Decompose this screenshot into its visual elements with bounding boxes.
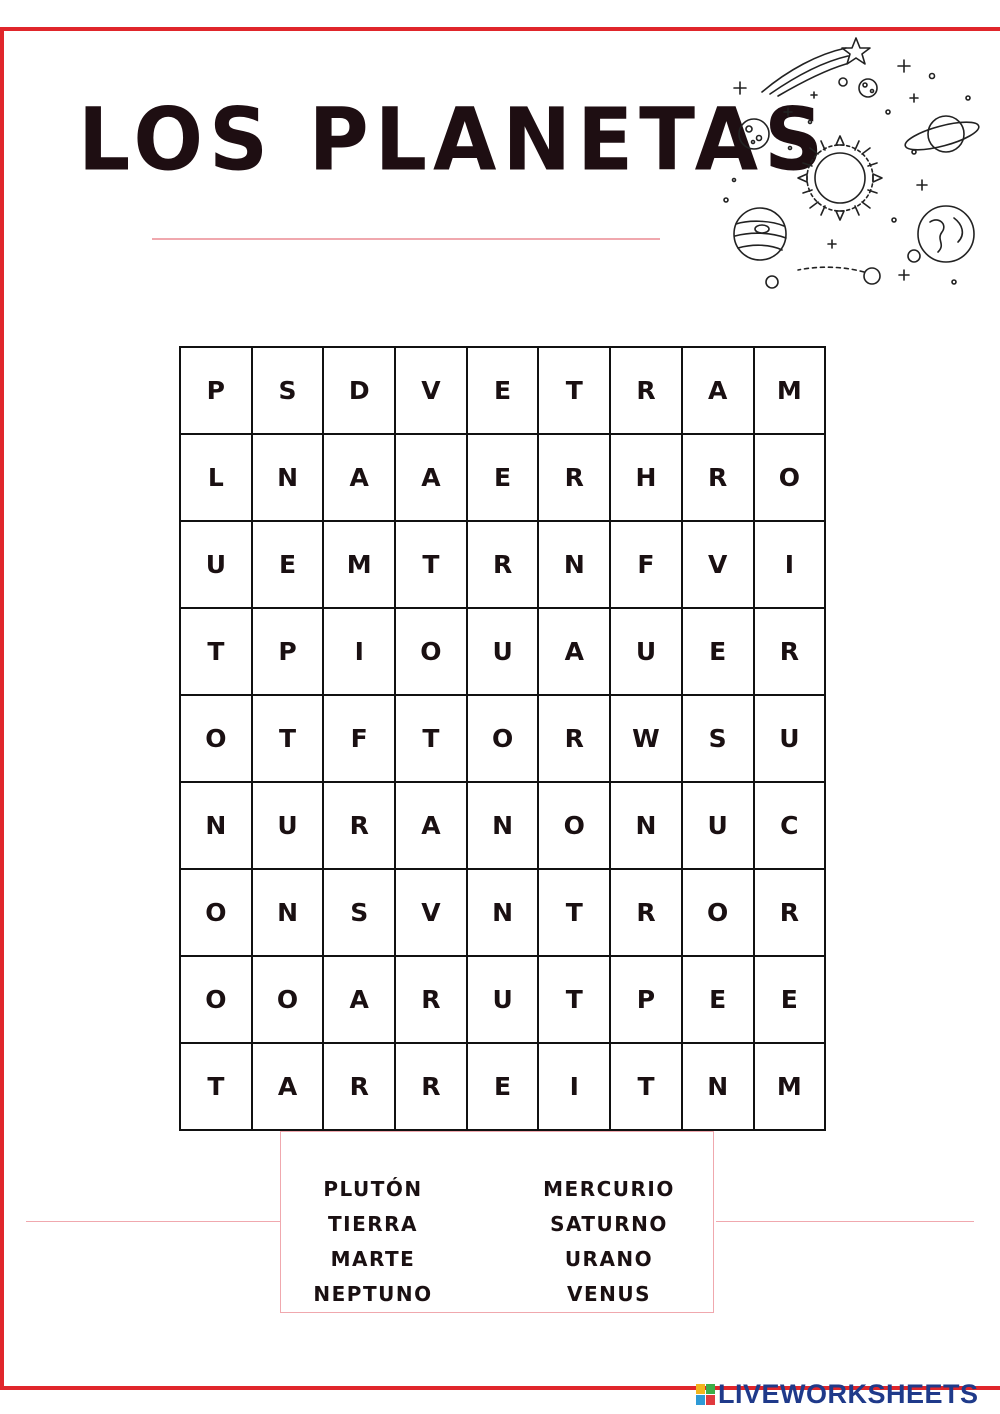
- divider-left: [26, 1221, 280, 1222]
- word-search-grid: [179, 346, 826, 1131]
- grid-cell[interactable]: R: [755, 870, 827, 957]
- grid-cell[interactable]: E: [683, 957, 755, 1044]
- grid-cell[interactable]: A: [539, 609, 611, 696]
- grid-cell[interactable]: U: [755, 696, 827, 783]
- grid-cell[interactable]: O: [396, 609, 468, 696]
- grid-cell[interactable]: L: [181, 435, 253, 522]
- grid-cell[interactable]: T: [396, 522, 468, 609]
- grid-cell[interactable]: E: [683, 609, 755, 696]
- grid-cell[interactable]: R: [539, 435, 611, 522]
- grid-cell[interactable]: I: [755, 522, 827, 609]
- grid-cell[interactable]: A: [253, 1044, 325, 1131]
- grid-cell[interactable]: R: [468, 522, 540, 609]
- grid-cell[interactable]: R: [396, 957, 468, 1044]
- worksheet-title: LOS PLANETAS: [78, 90, 830, 191]
- grid-cell[interactable]: O: [755, 435, 827, 522]
- grid-cell[interactable]: T: [181, 1044, 253, 1131]
- word-bank: [280, 1131, 714, 1313]
- grid-cell[interactable]: E: [253, 522, 325, 609]
- grid-cell[interactable]: E: [468, 348, 540, 435]
- liveworksheets-logo-icon: [696, 1384, 715, 1405]
- grid-cell[interactable]: P: [253, 609, 325, 696]
- divider-right: [716, 1221, 974, 1222]
- grid-cell[interactable]: F: [324, 696, 396, 783]
- grid-cell[interactable]: U: [253, 783, 325, 870]
- grid-cell[interactable]: R: [611, 870, 683, 957]
- grid-cell[interactable]: T: [396, 696, 468, 783]
- grid-cell[interactable]: M: [324, 522, 396, 609]
- grid-cell[interactable]: O: [468, 696, 540, 783]
- grid-cell[interactable]: T: [611, 1044, 683, 1131]
- word-bank-item: MERCURIO: [543, 1177, 675, 1201]
- page-border-left: [0, 27, 4, 1389]
- grid-cell[interactable]: S: [324, 870, 396, 957]
- word-bank-left-column: [273, 1172, 473, 1312]
- grid-cell[interactable]: R: [324, 783, 396, 870]
- grid-cell[interactable]: A: [683, 348, 755, 435]
- grid-cell[interactable]: N: [539, 522, 611, 609]
- word-bank-item: PLUTÓN: [323, 1177, 423, 1201]
- word-bank-right-column: [509, 1172, 709, 1312]
- grid-cell[interactable]: A: [396, 435, 468, 522]
- word-bank-item: SATURNO: [550, 1212, 668, 1236]
- grid-cell[interactable]: S: [683, 696, 755, 783]
- grid-cell[interactable]: N: [253, 870, 325, 957]
- grid-cell[interactable]: O: [683, 870, 755, 957]
- grid-cell[interactable]: R: [611, 348, 683, 435]
- grid-cell[interactable]: R: [683, 435, 755, 522]
- liveworksheets-brand[interactable]: [696, 1378, 979, 1410]
- grid-cell[interactable]: U: [683, 783, 755, 870]
- grid-cell[interactable]: A: [324, 435, 396, 522]
- grid-cell[interactable]: T: [539, 348, 611, 435]
- grid-cell[interactable]: I: [539, 1044, 611, 1131]
- grid-cell[interactable]: T: [539, 870, 611, 957]
- grid-cell[interactable]: E: [468, 1044, 540, 1131]
- solar-system-doodle-icon: [718, 30, 984, 296]
- grid-cell[interactable]: R: [539, 696, 611, 783]
- grid-cell[interactable]: R: [755, 609, 827, 696]
- grid-cell[interactable]: U: [181, 522, 253, 609]
- word-bank-item: URANO: [564, 1247, 654, 1271]
- grid-cell[interactable]: F: [611, 522, 683, 609]
- grid-cell[interactable]: R: [324, 1044, 396, 1131]
- grid-cell[interactable]: O: [539, 783, 611, 870]
- grid-cell[interactable]: R: [396, 1044, 468, 1131]
- grid-cell[interactable]: A: [396, 783, 468, 870]
- word-bank-item: NEPTUNO: [313, 1282, 433, 1306]
- grid-cell[interactable]: M: [755, 1044, 827, 1131]
- grid-cell[interactable]: S: [253, 348, 325, 435]
- word-bank-item: TIERRA: [327, 1212, 419, 1236]
- grid-cell[interactable]: U: [468, 957, 540, 1044]
- title-underline: [152, 238, 660, 240]
- grid-cell[interactable]: V: [396, 348, 468, 435]
- grid-cell[interactable]: H: [611, 435, 683, 522]
- grid-cell[interactable]: E: [755, 957, 827, 1044]
- grid-cell[interactable]: T: [539, 957, 611, 1044]
- grid-cell[interactable]: C: [755, 783, 827, 870]
- grid-cell[interactable]: N: [468, 870, 540, 957]
- grid-cell[interactable]: P: [181, 348, 253, 435]
- grid-cell[interactable]: T: [253, 696, 325, 783]
- grid-cell[interactable]: U: [468, 609, 540, 696]
- grid-cell[interactable]: P: [611, 957, 683, 1044]
- grid-cell[interactable]: O: [181, 870, 253, 957]
- grid-cell[interactable]: V: [683, 522, 755, 609]
- grid-cell[interactable]: O: [181, 957, 253, 1044]
- word-bank-item: VENUS: [566, 1282, 652, 1306]
- grid-cell[interactable]: U: [611, 609, 683, 696]
- grid-cell[interactable]: A: [324, 957, 396, 1044]
- grid-cell[interactable]: T: [181, 609, 253, 696]
- grid-cell[interactable]: E: [468, 435, 540, 522]
- grid-cell[interactable]: N: [611, 783, 683, 870]
- grid-cell[interactable]: O: [181, 696, 253, 783]
- grid-cell[interactable]: V: [396, 870, 468, 957]
- grid-cell[interactable]: N: [468, 783, 540, 870]
- grid-cell[interactable]: I: [324, 609, 396, 696]
- grid-cell[interactable]: O: [253, 957, 325, 1044]
- grid-cell[interactable]: M: [755, 348, 827, 435]
- grid-cell[interactable]: N: [683, 1044, 755, 1131]
- brand-text: LIVEWORKSHEETS: [718, 1378, 979, 1409]
- word-bank-item: MARTE: [330, 1247, 416, 1271]
- grid-cell[interactable]: D: [324, 348, 396, 435]
- grid-cell[interactable]: W: [611, 696, 683, 783]
- grid-cell[interactable]: N: [253, 435, 325, 522]
- grid-cell[interactable]: N: [181, 783, 253, 870]
